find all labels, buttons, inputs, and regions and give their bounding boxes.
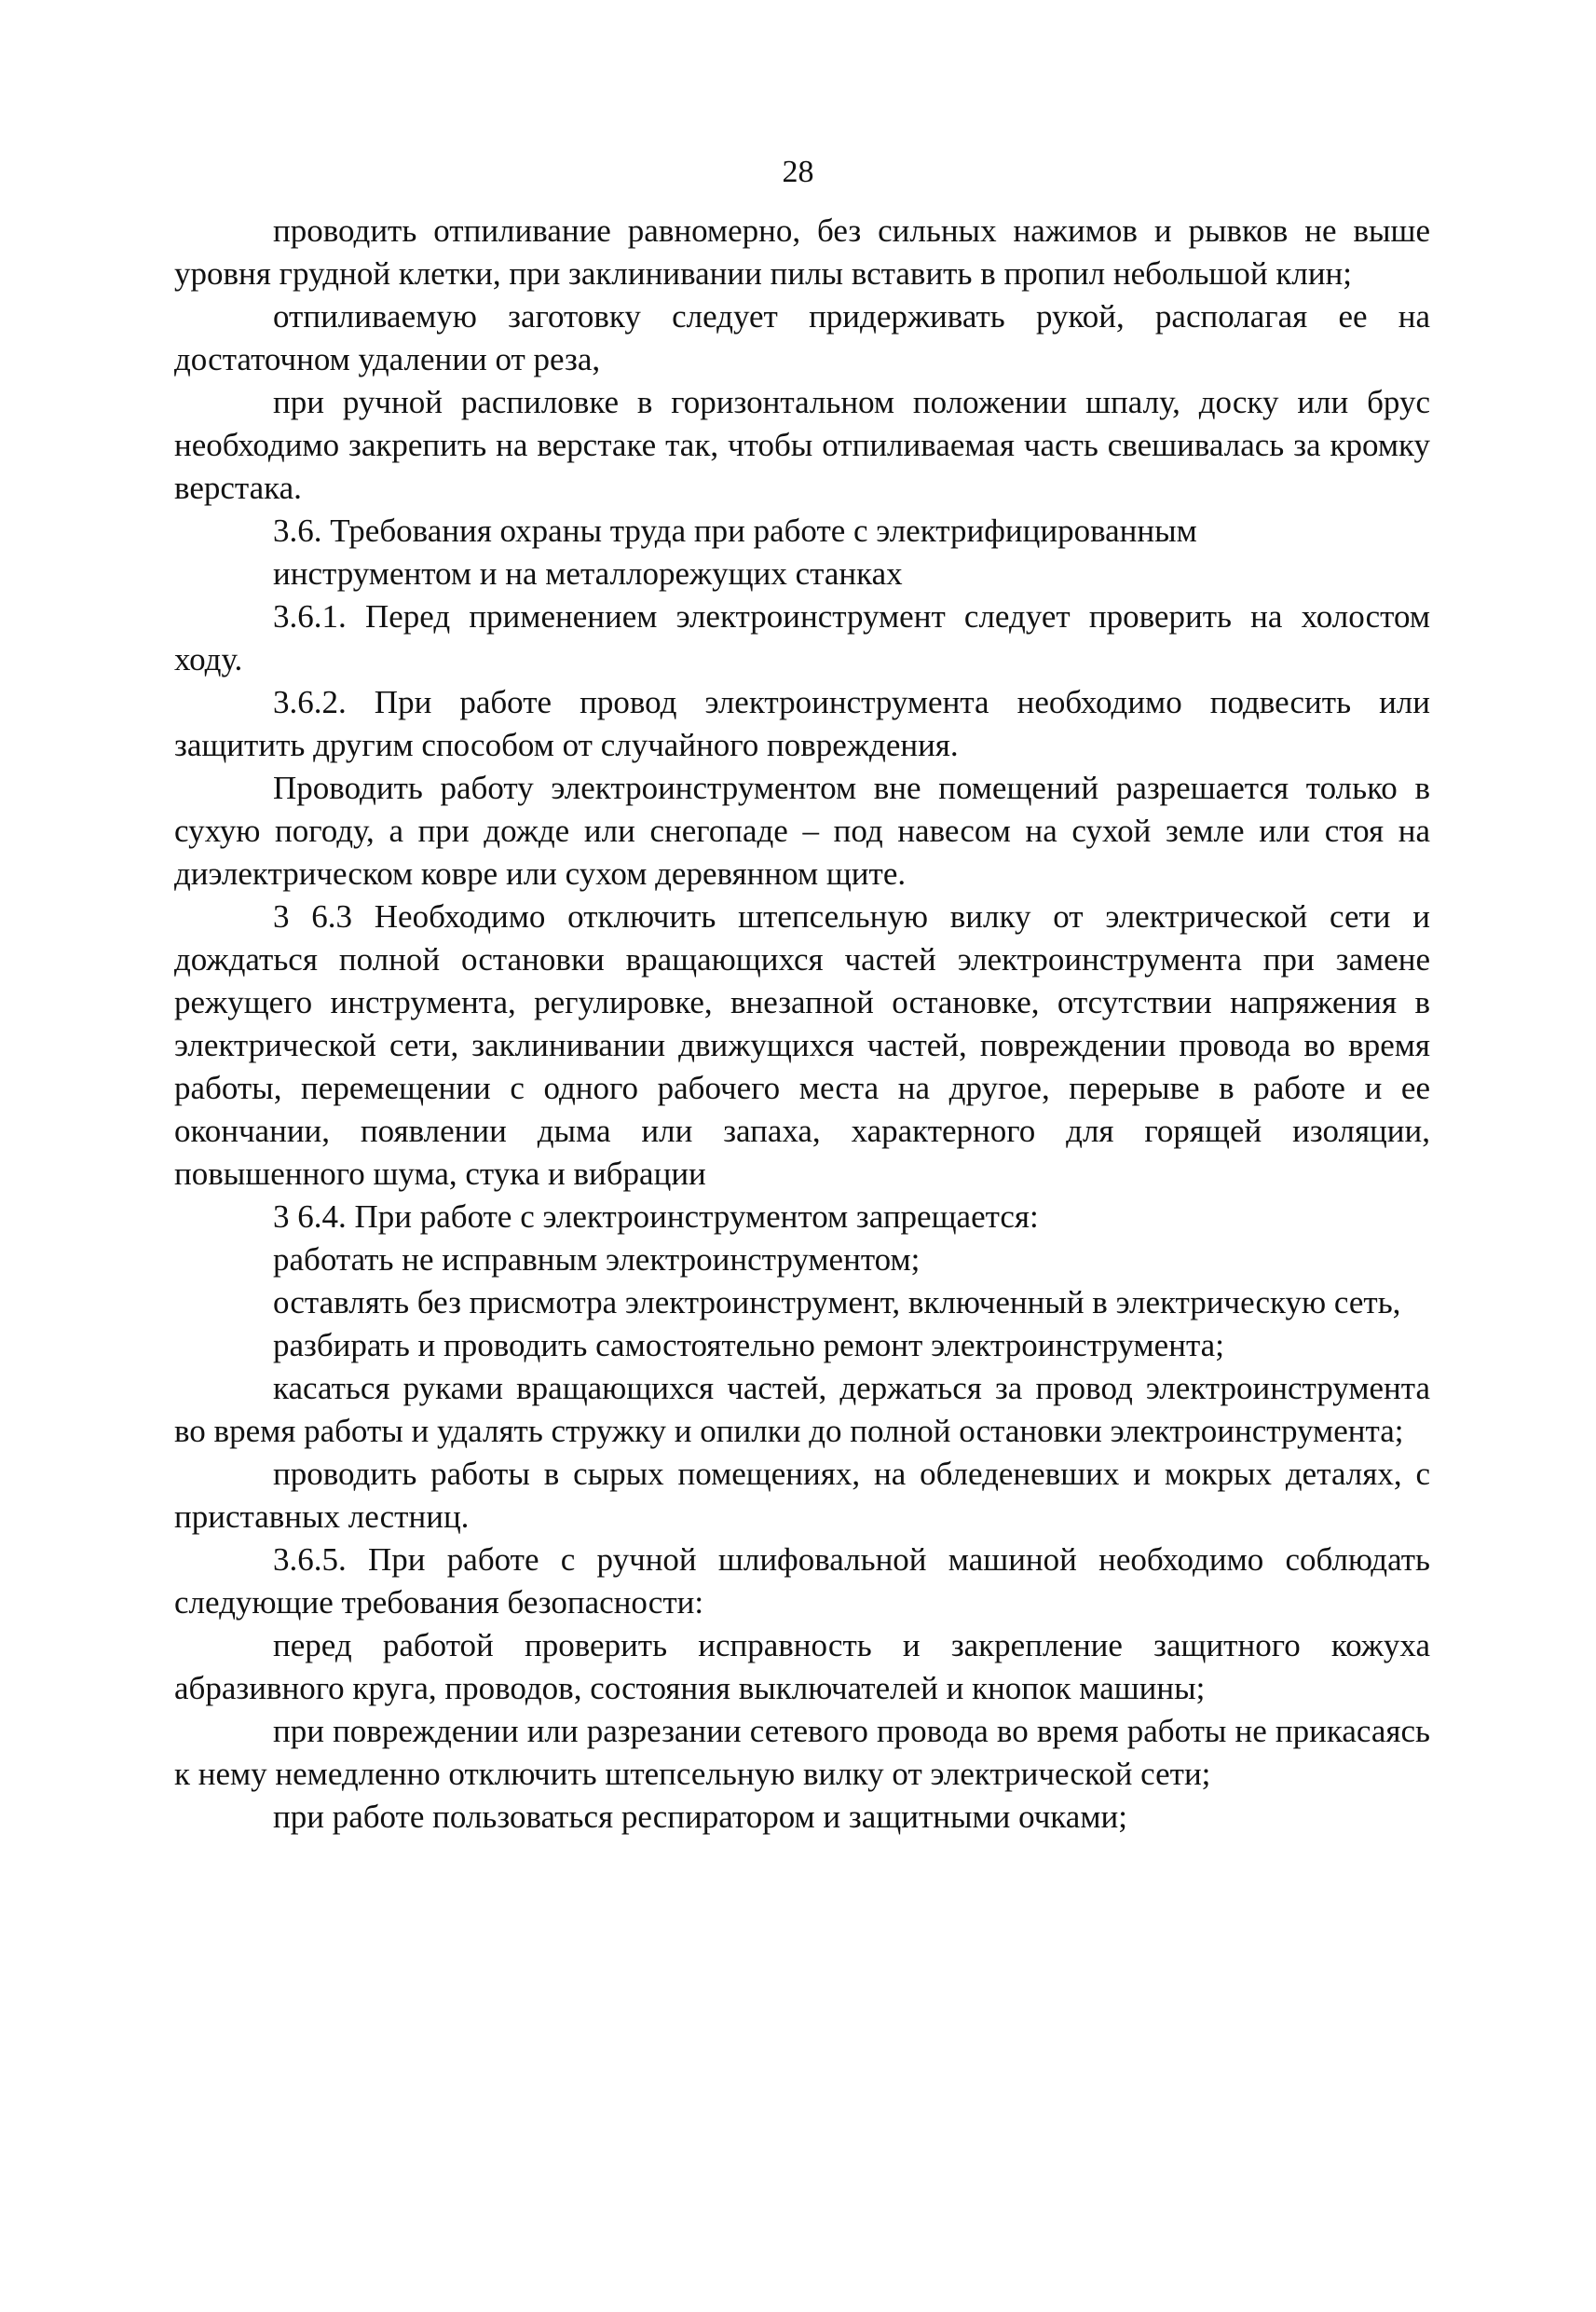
section-heading-3-6: [174, 510, 1430, 595]
paragraph-3-6-2: 3.6.2. При работе провод электроинструмента необходимо подвесить или защитить другим способом от случайного повреждения.: [174, 684, 1430, 763]
list-item-unattended-tool: оставлять без присмотра электроинструмент, включенный в электрическую сеть,: [273, 1284, 1401, 1320]
list-item-self-repair: разбирать и проводить самостоятельно ремонт электроинструмента;: [273, 1327, 1224, 1363]
list-item-damp-rooms: проводить работы в сырых помещениях, на обледеневших и мокрых деталях, с приставных лестниц.: [174, 1456, 1430, 1535]
paragraph-3-6-3: 3 6.3 Необходимо отключить штепсельную вилку от электрической сети и дождаться полной остановки вращающихся частей электроинструмента при замене режущего инструмента, регулировке, внезапной остановке, отсутствии напряжения в электрической сети, заклинивании движущихся частей, повреждении провода во время работы, перемещении с одного рабочего места на другое, перерыве в работе и ее окончании, появлении дыма или запаха, характерного для горящей изоляции, повышенного шума, стука и вибрации: [174, 898, 1430, 1192]
section-heading-line-2: инструментом и на металлорежущих станках: [273, 555, 903, 592]
paragraph-3-6-4: 3 6.4. При работе с электроинструментом запрещается:: [273, 1198, 1039, 1235]
paragraph-sawing-evenly: проводить отпиливание равномерно, без сильных нажимов и рывков не выше уровня грудной клетки, при заклинивании пилы вставить в пропил небольшой клин;: [174, 212, 1430, 292]
paragraph-3-6-1: 3.6.1. Перед применением электроинструмент следует проверить на холостом ходу.: [174, 598, 1430, 677]
list-item-damaged-cord: при повреждении или разрезании сетевого провода во время работы не прикасаясь к нему немедленно отключить штепсельную вилку от электрической сети;: [174, 1713, 1430, 1792]
paragraph-hold-workpiece: отпиливаемую заготовку следует придерживать рукой, располагая ее на достаточном удалении от реза,: [174, 298, 1430, 377]
paragraph-horizontal-sawing: при ручной распиловке в горизонтальном положении шпалу, доску или брус необходимо закрепить на верстаке так, чтобы отпиливаемая часть свешивалась за кромку верстака.: [174, 384, 1430, 506]
section-heading-line-1: 3.6. Требования охраны труда при работе с электрифицированным: [273, 513, 1197, 549]
list-item-touch-rotating-parts: касаться руками вращающихся частей, держаться за провод электроинструмента во время работы и удалять стружку и опилки до полной остановки электроинструмента;: [174, 1370, 1430, 1449]
list-item-faulty-tool: работать не исправным электроинструментом;: [273, 1241, 921, 1278]
paragraph-outdoor-work: Проводить работу электроинструментом вне помещений разрешается только в сухую погоду, а при дожде или снегопаде – под навесом на сухой земле или стоя на диэлектрическом ковре или сухом деревянном щите.: [174, 770, 1430, 892]
document-body: [174, 210, 1430, 1839]
paragraph-3-6-5: 3.6.5. При работе с ручной шлифовальной машиной необходимо соблюдать следующие требования безопасности:: [174, 1541, 1430, 1621]
list-item-check-guard: перед работой проверить исправность и закрепление защитного кожуха абразивного круга, проводов, состояния выключателей и кнопок машины;: [174, 1627, 1430, 1706]
page-number: 28: [782, 155, 814, 189]
list-item-respirator-goggles: при работе пользоваться респиратором и защитными очками;: [273, 1799, 1127, 1835]
